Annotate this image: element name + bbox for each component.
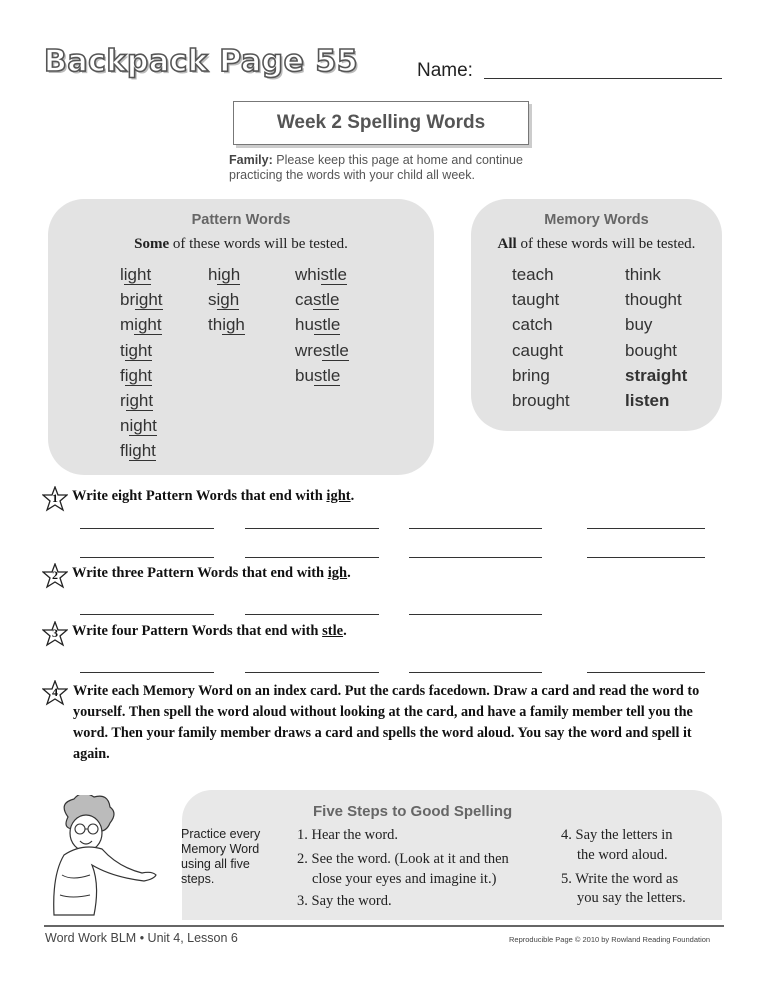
- pattern-word: [120, 341, 152, 361]
- question-text: Write eight Pattern Words that end with: [72, 488, 327, 504]
- week-title-box: [233, 101, 529, 145]
- star-number-icon: [42, 486, 68, 512]
- pattern-subtitle-bold: Some: [134, 236, 170, 252]
- pattern-word-stem: wre: [295, 340, 323, 360]
- pattern-word-ending: ight: [124, 365, 153, 385]
- star-number-icon: [42, 680, 68, 706]
- footer-left: Word Work BLM • Unit 4, Lesson 6: [45, 931, 238, 945]
- question-4-text: Write each Memory Word on an index card. Put the cards facedown. Draw a card and read the word to yourself. Then spell the word aloud without looking at the card, and have a family member tell you the word. Then your family member draws a card and spells the word aloud. You say the word and spell it again.: [73, 683, 700, 762]
- answer-line[interactable]: [245, 672, 379, 673]
- pattern-word-ending: ight: [134, 315, 162, 335]
- answer-line[interactable]: [409, 614, 542, 615]
- answer-line[interactable]: [80, 557, 214, 558]
- pattern-word-stem: th: [208, 315, 223, 335]
- memory-word: think: [625, 265, 661, 284]
- pattern-word-ending: stle: [322, 340, 349, 360]
- pattern-word: [120, 315, 162, 335]
- question-number: 1: [52, 491, 58, 505]
- answer-line[interactable]: [587, 528, 705, 529]
- pattern-word: [120, 441, 156, 461]
- pattern-word-stem: ca: [295, 290, 313, 310]
- pattern-word-ending: igh: [216, 290, 240, 310]
- answer-line[interactable]: [409, 528, 542, 529]
- pattern-word-stem: br: [120, 290, 136, 310]
- memory-subtitle-bold: All: [497, 236, 517, 252]
- family-label: Family:: [229, 153, 273, 167]
- pattern-word: [120, 265, 151, 285]
- family-note: [229, 153, 549, 183]
- step-4-line2: the word aloud.: [577, 847, 668, 863]
- question-text: Write four Pattern Words that end with: [72, 623, 323, 639]
- pattern-word-stem: l: [120, 265, 124, 284]
- pattern-word-stem: hu: [295, 315, 314, 335]
- memory-word: teach: [512, 265, 554, 284]
- pattern-words-panel: [48, 199, 434, 475]
- answer-line[interactable]: [245, 557, 379, 558]
- week-title: Week 2 Spelling Words: [276, 112, 486, 133]
- pattern-word-stem: m: [120, 315, 135, 335]
- pattern-word-stem: n: [120, 416, 130, 436]
- pattern-word-stem: h: [208, 265, 218, 284]
- question-pattern: igh: [327, 565, 348, 581]
- answer-line[interactable]: [245, 614, 379, 615]
- memory-word: brought: [512, 391, 570, 410]
- question-end: .: [343, 623, 347, 639]
- memory-word: taught: [512, 290, 560, 310]
- memory-word: listen: [625, 391, 670, 410]
- memory-words-title: Memory Words: [544, 212, 649, 228]
- answer-line[interactable]: [80, 614, 214, 615]
- question-end: .: [347, 565, 351, 581]
- pattern-word: [120, 290, 163, 310]
- question-text: Write three Pattern Words that end with: [72, 565, 328, 581]
- pattern-word-stem: whi: [295, 265, 321, 284]
- practice-note: Practice every Memory Word using all five steps.: [181, 827, 261, 886]
- question-number: 4: [52, 685, 58, 699]
- pattern-word-stem: fl: [120, 441, 129, 461]
- pattern-word-ending: ight: [124, 340, 153, 360]
- question-number: 3: [52, 626, 58, 640]
- question-end: .: [350, 488, 355, 504]
- name-label: Name:: [417, 60, 473, 81]
- answer-line[interactable]: [80, 528, 214, 529]
- memory-word: bought: [625, 340, 677, 360]
- pattern-word-ending: ight: [125, 391, 154, 410]
- pattern-word-stem: bu: [295, 365, 314, 385]
- answer-line[interactable]: [587, 557, 705, 558]
- step-3: 3. Say the word.: [297, 893, 392, 909]
- pattern-word-ending: igh: [222, 315, 245, 335]
- five-steps-title: Five Steps to Good Spelling: [313, 803, 513, 820]
- pattern-words-subtitle: [48, 236, 434, 253]
- pattern-word: [295, 290, 339, 310]
- question-number: 2: [52, 568, 58, 582]
- answer-line[interactable]: [245, 528, 379, 529]
- pattern-word: [208, 265, 240, 285]
- pattern-word: [120, 416, 157, 436]
- memory-words-subtitle: [471, 236, 722, 253]
- memory-subtitle-rest: of these words will be tested.: [520, 236, 696, 252]
- family-line2: practicing the words with your child all week.: [229, 168, 475, 182]
- memory-word: straight: [625, 365, 688, 385]
- pattern-word-ending: ight: [123, 265, 152, 284]
- pattern-word: [295, 265, 347, 285]
- memory-words-panel: [471, 199, 722, 431]
- pattern-word-stem: t: [120, 340, 125, 360]
- pattern-word-ending: igh: [217, 265, 241, 284]
- page-title: Backpack Page 55: [44, 44, 359, 79]
- name-field[interactable]: [484, 78, 722, 79]
- step-1: 1. Hear the word.: [297, 827, 399, 843]
- pattern-word: [120, 391, 153, 411]
- step-5-line2: you say the letters.: [577, 890, 686, 906]
- step-4-line1: 4. Say the letters in: [561, 827, 673, 843]
- memory-word: thought: [625, 290, 682, 310]
- pattern-subtitle-rest: of these words will be tested.: [172, 236, 348, 252]
- pattern-word: [208, 315, 245, 335]
- pattern-word: [295, 315, 340, 335]
- pattern-word-ending: stle: [312, 290, 340, 310]
- star-number-icon: [42, 563, 68, 589]
- pattern-word-ending: stle: [313, 315, 341, 335]
- pattern-word: [120, 366, 152, 386]
- footer-right: Reproducible Page © 2010 by Rowland Reading Foundation: [509, 935, 711, 944]
- pattern-word-stem: s: [208, 290, 217, 310]
- pattern-word: [208, 290, 239, 310]
- grandma-illustration: [40, 795, 170, 925]
- step-2-line2: close your eyes and imagine it.): [312, 871, 497, 887]
- pattern-word-ending: stle: [320, 265, 347, 284]
- footer-divider: [44, 925, 724, 927]
- memory-word: caught: [512, 340, 564, 360]
- memory-word: catch: [512, 315, 553, 335]
- pattern-word-ending: stle: [313, 365, 341, 385]
- star-number-icon: [42, 621, 68, 647]
- step-2-line1: 2. See the word. (Look at it and then: [297, 851, 509, 867]
- pattern-word-ending: ight: [135, 290, 163, 310]
- memory-word: buy: [625, 315, 653, 335]
- pattern-word: [295, 366, 340, 386]
- answer-line[interactable]: [80, 672, 214, 673]
- question-pattern: stle: [322, 623, 344, 639]
- pattern-word-ending: ight: [129, 416, 157, 436]
- pattern-word-ending: ight: [128, 441, 156, 461]
- answer-line[interactable]: [409, 557, 542, 558]
- pattern-words-title: Pattern Words: [191, 212, 291, 228]
- question-pattern: ight: [326, 488, 351, 504]
- answer-line[interactable]: [409, 672, 542, 673]
- pattern-word: [295, 341, 349, 361]
- family-line1: Please keep this page at home and continue: [276, 153, 523, 167]
- step-5-line1: 5. Write the word as: [561, 871, 679, 887]
- pattern-word-stem: f: [120, 365, 125, 385]
- memory-word: bring: [512, 365, 550, 385]
- answer-line[interactable]: [587, 672, 705, 673]
- pattern-word-stem: r: [120, 391, 126, 410]
